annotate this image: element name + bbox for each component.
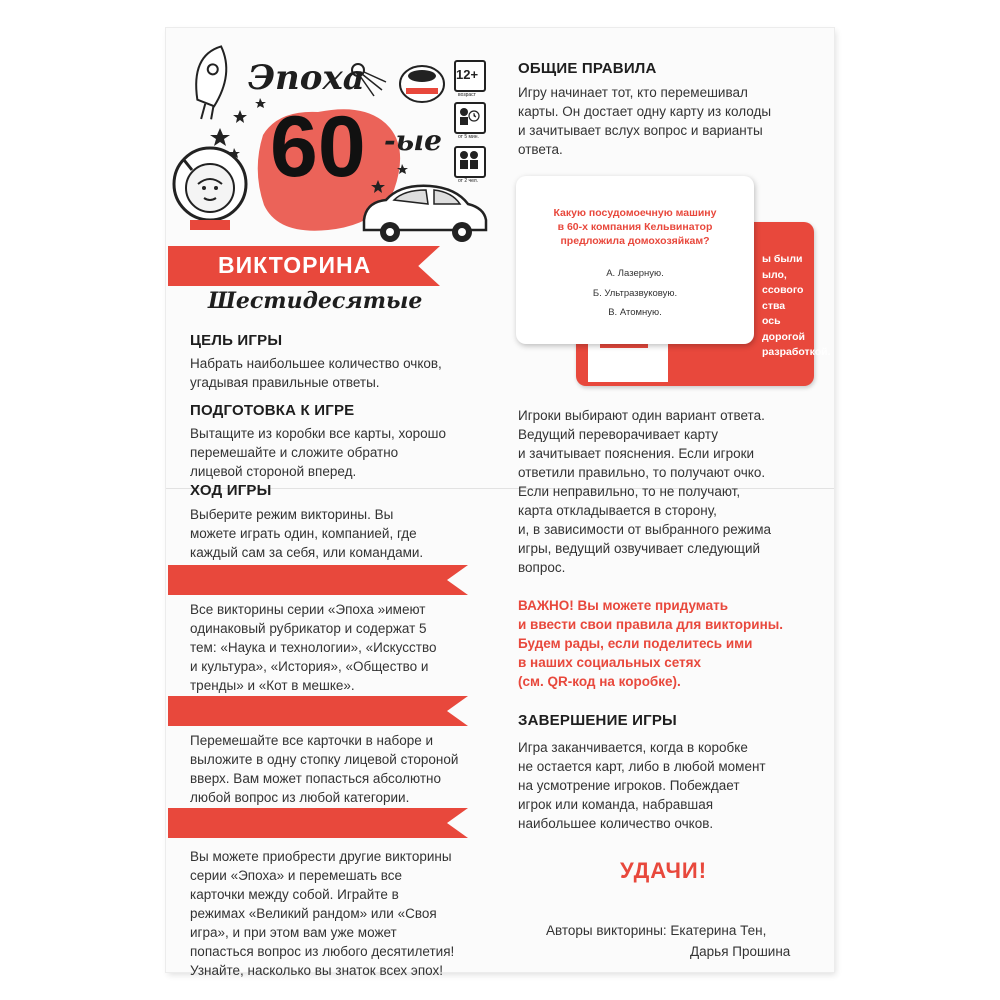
rules-title: ОБЩИЕ ПРАВИЛА — [518, 60, 657, 77]
flow-text: Выберите режим викторины. Вы можете играть один, компанией, где каждый сам за себя, или командами. — [190, 507, 424, 560]
authors-line-2: Дарья Прошина — [690, 944, 791, 959]
divider-ribbon-3 — [168, 808, 468, 838]
shuffle-text: Перемешайте все карточки в наборе и выложите в одну стопку лицевой стороной вверх. Вам может попасться абсолютно любой вопрос из любой категории. — [190, 733, 459, 805]
flow-title: ХОД ИГРЫ — [190, 482, 272, 499]
card-front — [516, 176, 754, 344]
divider-ribbon-1 — [168, 565, 468, 595]
prep-text: Вытащите из коробки все карты, хорошо перемешайте и сложите обратно лицевой стороной вперед. — [190, 426, 446, 479]
era-label: Эпоха — [248, 58, 365, 98]
prep-title: ПОДГОТОВКА К ИГРЕ — [190, 402, 355, 419]
answer-text: Игроки выбирают один вариант ответа. Ведущий переворачивает карту и зачитывает пояснения. Если игроки ответили правильно, то получают очко. Если неправильно, то не получают, карта откладывается в сторону, и, в зависимости от выбранного режима игры, ведущий озвучивает следующий вопрос. — [518, 408, 771, 575]
sixty-label: 60 — [270, 99, 366, 195]
end-title: ЗАВЕРШЕНИЕ ИГРЫ — [518, 712, 677, 729]
players-caption: от 2 чел. — [458, 178, 479, 184]
goal-text: Набрать наибольшее количество очков, угадывая правильные ответы. — [190, 356, 442, 390]
astronaut-icon — [174, 148, 246, 230]
card-option-a: А. Лазерную. — [606, 268, 664, 279]
authors-line-1: Авторы викторины: Екатерина Тен, — [546, 923, 767, 938]
card-option-c: В. Атомную. — [608, 307, 662, 318]
rules-text: Игру начинает тот, кто перемешивал карты. Он достает одну карту из колоды и зачитывает вслух вопрос и варианты ответа. — [518, 85, 772, 157]
important-note: ВАЖНО! Вы можете придумать и ввести свои правила для викторины. Будем рады, если поделитесь ими в наших социальных сетях (см. QR-код на коробке). — [518, 598, 784, 689]
goal-title: ЦЕЛЬ ИГРЫ — [190, 332, 283, 349]
player-clock-icon — [458, 106, 480, 126]
card-question: Какую посудомоечную машину в 60-х компания Кельвинатор предложила домохозяйкам? — [553, 207, 717, 247]
age-value: 12+ — [456, 67, 479, 82]
age-caption: возраст — [458, 92, 476, 98]
card-option-b: Б. Ультразвуковую. — [592, 288, 678, 299]
appliance-icon — [400, 66, 444, 102]
sixty-suffix: -ые — [384, 124, 442, 157]
players-icon — [458, 150, 480, 170]
subtitle: Шестидесятые — [208, 288, 423, 314]
series-text: Все викторины серии «Эпоха »имеют одинаковый рубрикатор и содержат 5 тем: «Наука и технологии», «Искусство и культура», «История», «Общество и тренды» и «Кот в мешке». — [190, 602, 437, 693]
good-luck: УДАЧИ! — [620, 858, 708, 883]
quiz-label: ВИКТОРИНА — [218, 252, 372, 278]
time-caption: от 5 мин. — [458, 134, 479, 140]
card-back-text: ы были ыло, ссового ства ось дорогой разработкой. — [762, 253, 831, 358]
other-quizzes-text: Вы можете приобрести другие викторины серии «Эпоха» и перемешать все карточки между собой. Играйте в режимах «Великий рандом» или «Своя игра», и при этом вам уже может попасться вопрос из любого десятилетия! Узнайте, насколько вы знаток всех эпох! — [190, 849, 455, 978]
end-text: Игра заканчивается, когда в коробке не остается карт, либо в любой момент на усмотрение игроков. Побеждает игрок или команда, набравшая наибольшее количество очков. — [518, 740, 766, 831]
divider-ribbon-2 — [168, 696, 468, 726]
